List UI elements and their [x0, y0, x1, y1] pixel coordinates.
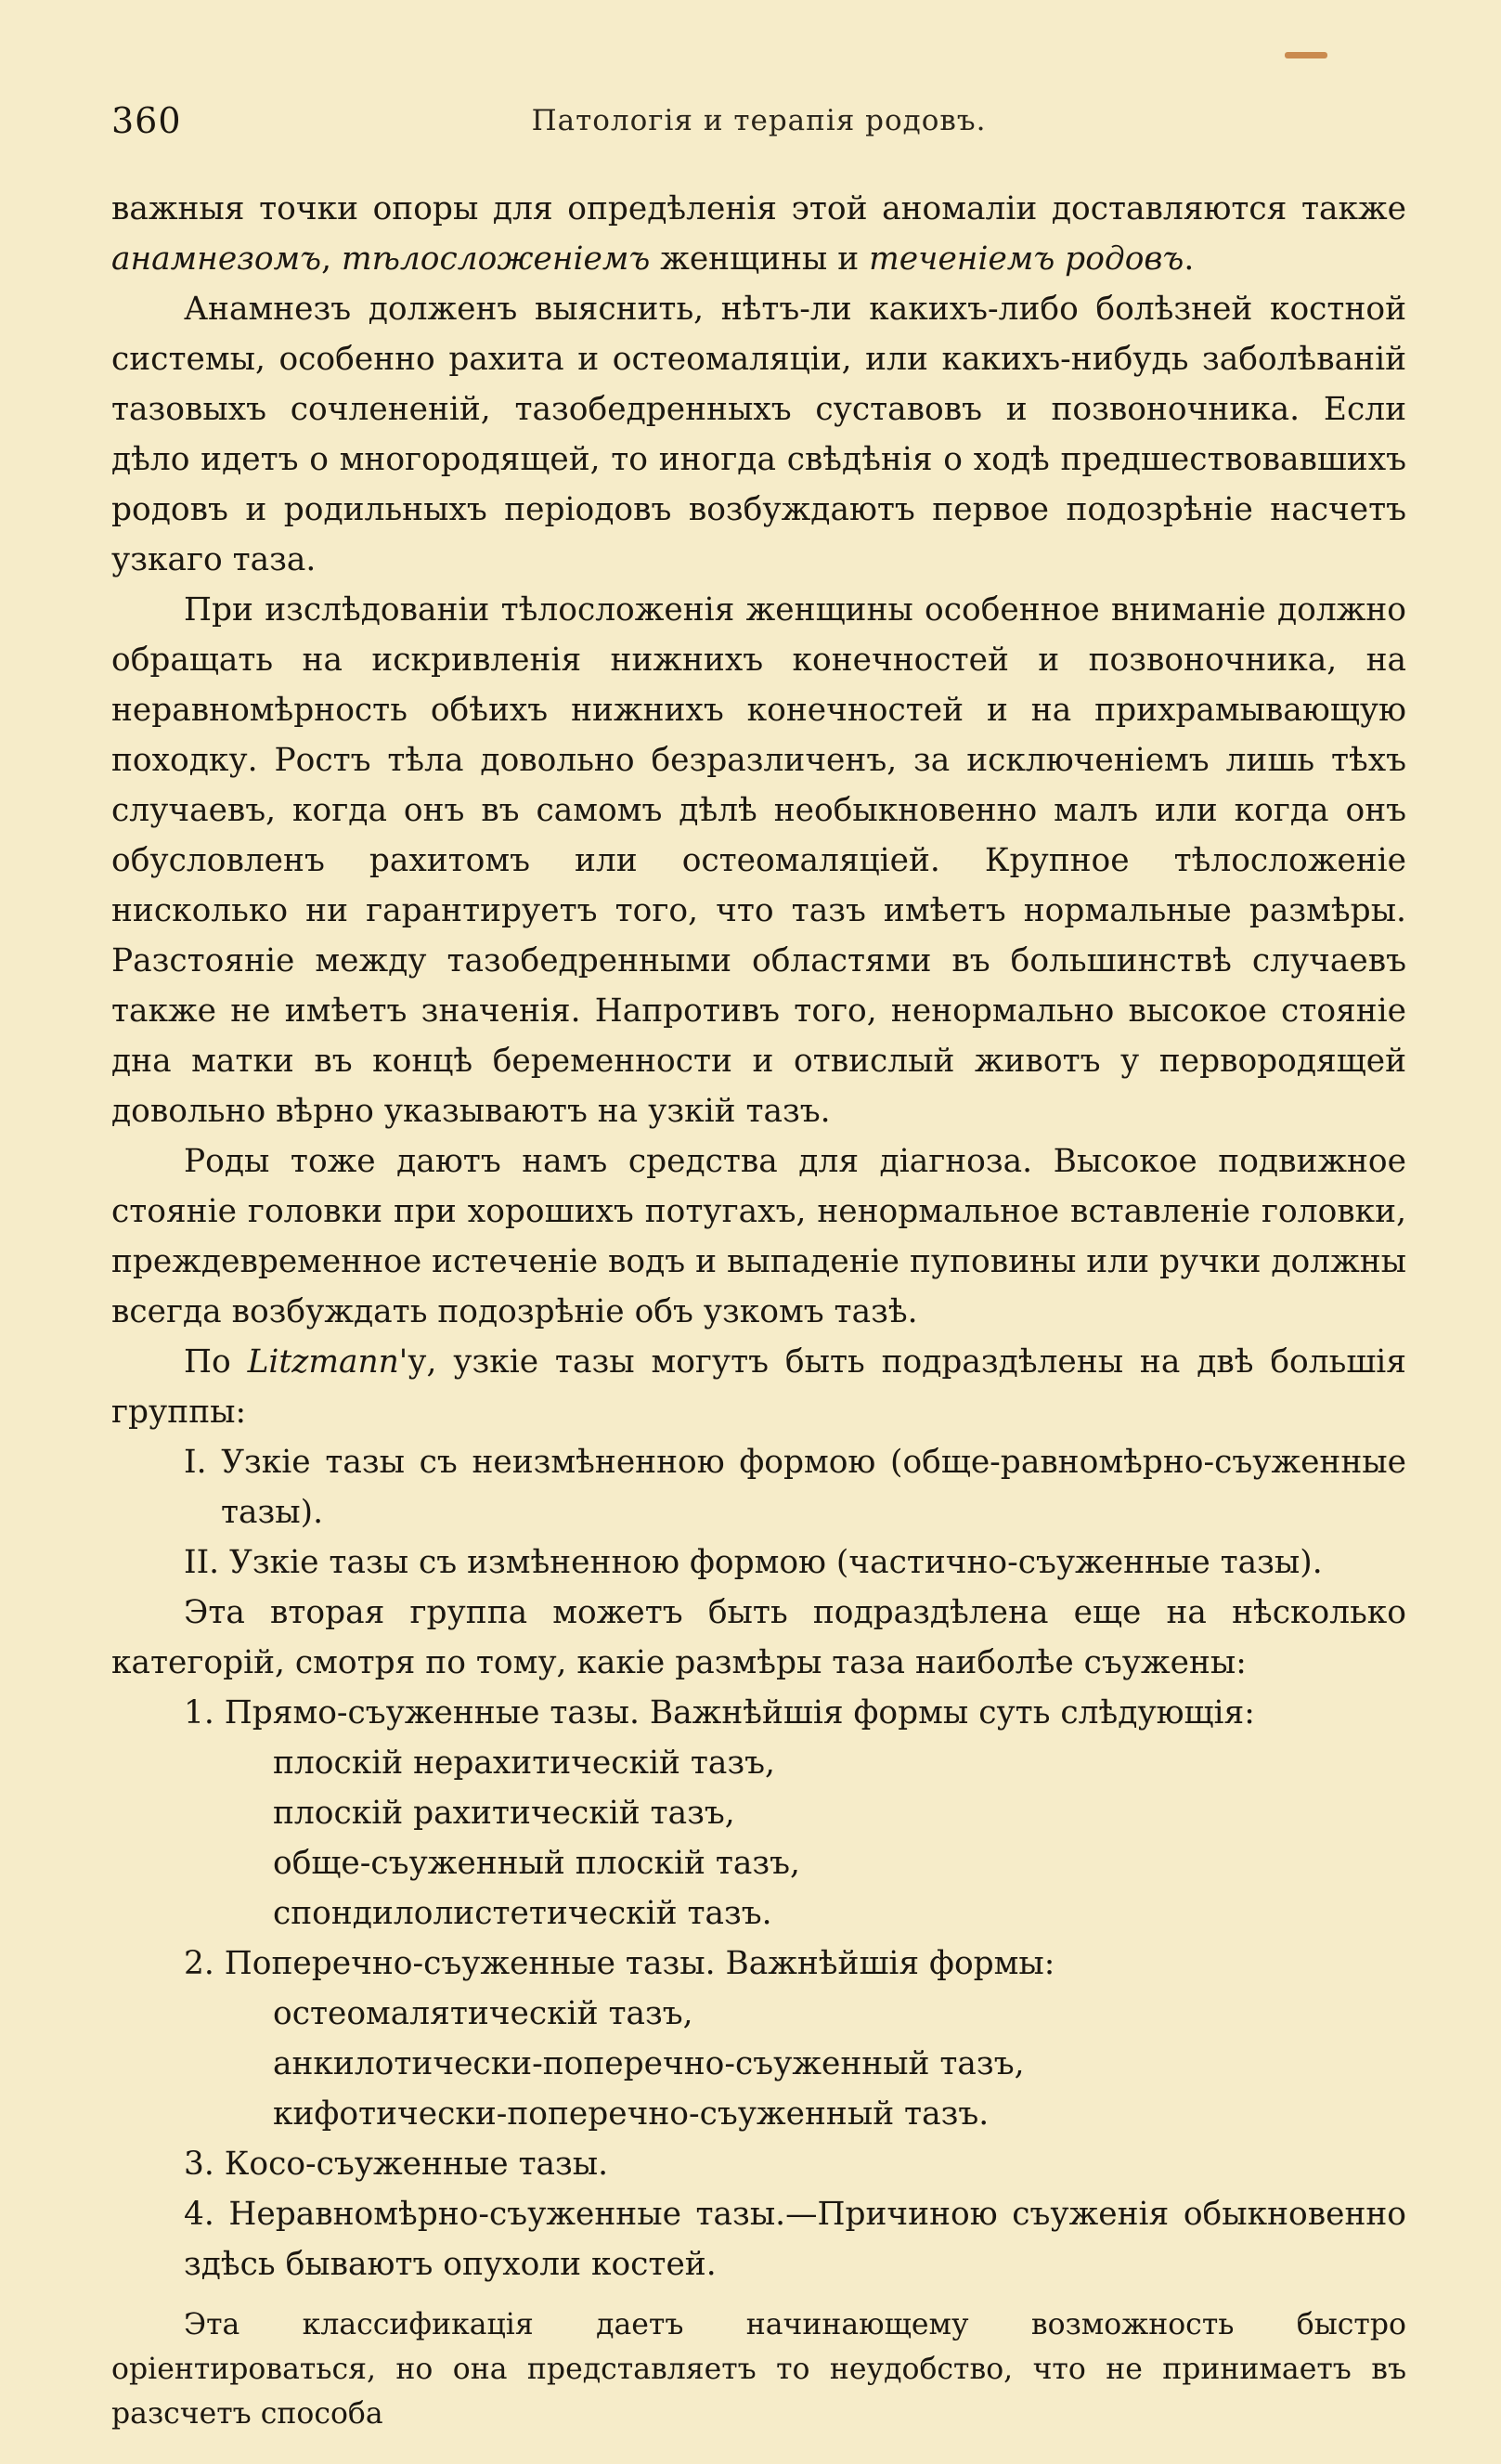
paragraph-physique: При изслѣдованіи тѣлосложенія женщины особенное вниманіе должно обращать на искривленія нижнихъ конечностей и позвоночника, на неравномѣрность обѣихъ нижнихъ конечностей и на прихрамывающую походку. Ростъ тѣла довольно безразличенъ, за исключеніемъ лишь тѣхъ случаевъ, когда онъ въ самомъ дѣлѣ необыкновенно малъ или когда онъ обусловленъ рахитомъ или остеомаляціей. Крупное тѣлосложеніе нисколько ни гарантируетъ того, что тазъ имѣетъ нормальные размѣры. Разстояніе между тазобедренными областями въ большинствѣ случаевъ также не имѣетъ значенія. Напротивъ того, ненормально высокое стояніе дна матки въ концѣ беременности и отвислый животъ у первородящей довольно вѣрно указываютъ на узкій тазъ. — [111, 591, 1406, 1130]
category-2-item: кифотически-поперечно-съуженный тазъ. — [273, 2095, 990, 2133]
italic-term-anamnesis: анамнезомъ — [111, 240, 322, 278]
category-2-title: 2. Поперечно-съуженные тазы. Важнѣйшія формы: — [184, 1945, 1055, 1982]
ink-mark — [1285, 52, 1327, 58]
page-body — [111, 184, 1406, 2436]
paragraph-anamnesis: Анамнезъ долженъ выяснить, нѣтъ-ли какихъ-либо болѣзней костной системы, особенно рахита и остеомаляціи, или какихъ-нибудь заболѣваній тазовыхъ сочлененій, тазобедренныхъ суставовъ и позвоночника. Если дѣло идетъ о многородящей, то иногда свѣдѣнія о ходѣ предшествовавшихъ родовъ и родильныхъ періодовъ возбуждаютъ первое подозрѣніе насчетъ узкаго таза. — [111, 291, 1406, 578]
category-1-item: плоскій нерахитическій тазъ, — [273, 1744, 775, 1782]
paragraph-litzmann-lead: По — [184, 1343, 248, 1381]
paragraph-classification-note: Эта классификація даетъ начинающему возможность быстро оріентироваться, но она представляетъ то неудобство, что не принимаетъ въ разсчетъ способа — [111, 2308, 1406, 2431]
paragraph-1-text-a: важныя точки опоры для опредѣленія этой аномаліи доставляются также — [111, 190, 1406, 227]
category-3: 3. Косо-съуженные тазы. — [184, 2146, 609, 2183]
category-1-item: спондилолистетическій тазъ. — [273, 1895, 772, 1932]
category-4: 4. Неравномѣрно-съуженные тазы.—Причиною съуженія обыкновенно здѣсь бываютъ опухоли костей. — [184, 2196, 1406, 2283]
italic-term-physique: тѣлосложеніемъ — [341, 240, 651, 278]
category-1-item: обще-съуженный плоскій тазъ, — [273, 1845, 800, 1882]
author-name: Litzmann — [247, 1343, 399, 1381]
italic-term-labor-course: теченіемъ родовъ — [869, 240, 1184, 278]
category-2-item: остеомалятическій тазъ, — [273, 1995, 693, 2032]
paragraph-1-text-g: . — [1184, 240, 1195, 278]
group-2: II. Узкіе тазы съ измѣненною формою (частично-съуженные тазы). — [184, 1544, 1323, 1581]
paragraph-1 — [111, 184, 1406, 284]
running-title: Патологія и терапія родовъ. — [531, 104, 987, 137]
category-2-item: анкилотически-поперечно-съуженный тазъ, — [273, 2045, 1025, 2082]
category-1-item: плоскій рахитическій тазъ, — [273, 1795, 735, 1832]
page-number: 360 — [111, 100, 182, 141]
category-2 — [184, 1939, 1406, 2139]
paragraph-litzmann-text: 'у, узкіе тазы могутъ быть подраздѣлены на двѣ большія группы: — [111, 1343, 1406, 1431]
paragraph-subdivision: Эта вторая группа можетъ быть подраздѣлена еще на нѣсколько категорій, смотря по тому, какіе размѣры таза наиболѣе съужены: — [111, 1594, 1406, 1681]
category-1-title: 1. Прямо-съуженные тазы. Важнѣйшія формы суть слѣдующія: — [184, 1694, 1255, 1731]
paragraph-1-text-c: , — [321, 240, 342, 278]
group-1: I. Узкіе тазы съ неизмѣненною формою (обще-равномѣрно-съуженные тазы). — [184, 1444, 1406, 1531]
category-1 — [184, 1688, 1406, 1939]
paragraph-1-text-e: женщины и — [650, 240, 870, 278]
paragraph-litzmann — [111, 1337, 1406, 1437]
page-header — [111, 100, 1406, 143]
paragraph-labor: Роды тоже даютъ намъ средства для діагноза. Высокое подвижное стояніе головки при хорошихъ потугахъ, ненормальное вставленіе головки, преждевременное истеченіе водъ и выпаденіе пуповины или ручки должны всегда возбуждать подозрѣніе объ узкомъ тазѣ. — [111, 1143, 1406, 1330]
